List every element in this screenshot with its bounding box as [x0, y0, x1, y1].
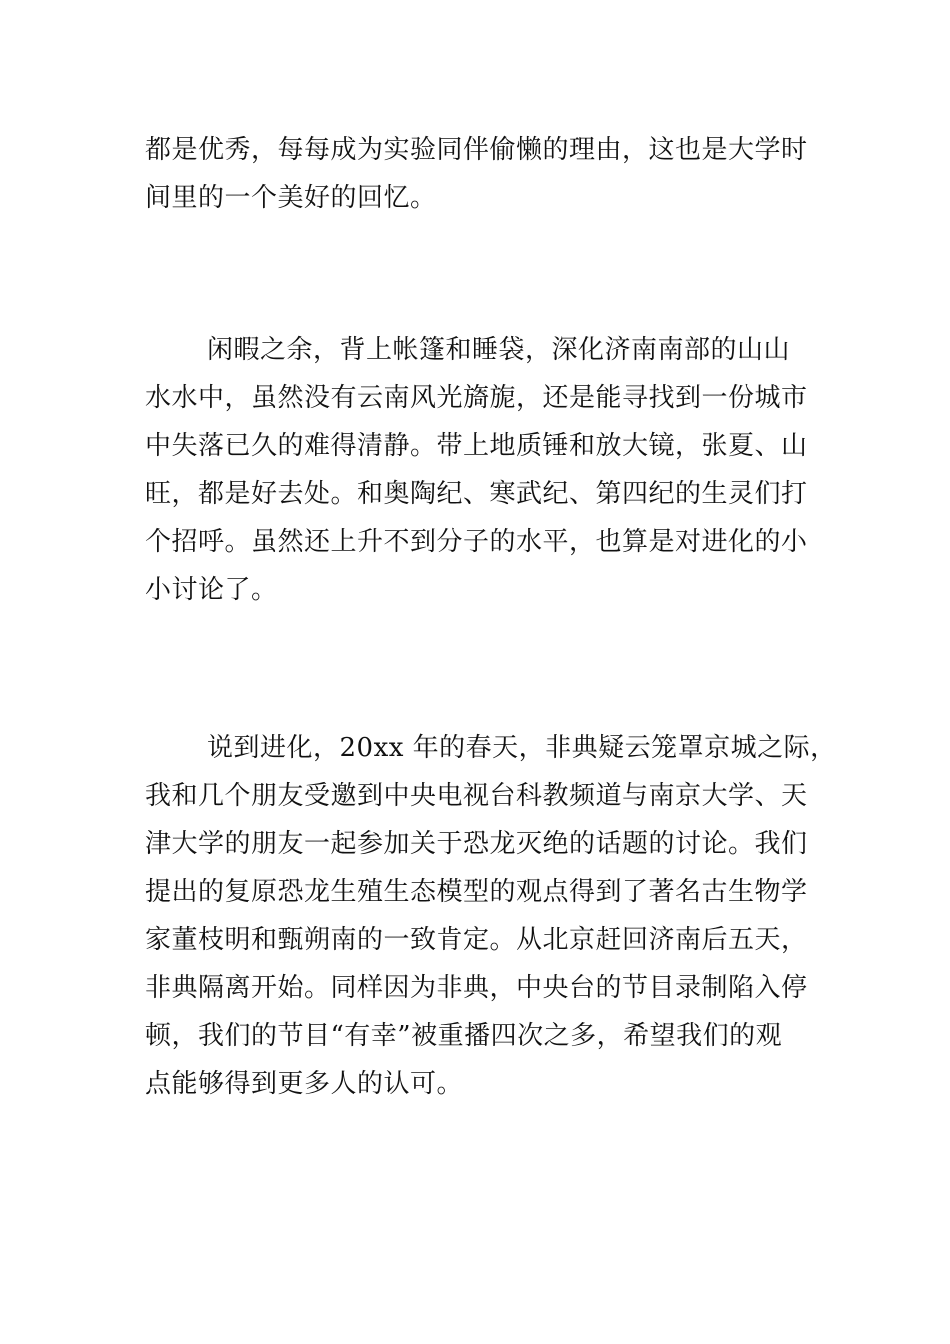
- text-line: 我和几个朋友受邀到中央电视台科教频道与南京大学、天: [145, 781, 808, 811]
- text-line: 说到进化，20xx 年的春天，非典疑云笼罩京城之际，: [207, 733, 837, 763]
- text-line: 非典隔离开始。同样因为非典，中央台的节目录制陷入停: [145, 973, 808, 1003]
- text-line: 家董枝明和甄朔南的一致肯定。从北京赶回济南后五天，: [145, 925, 808, 955]
- text-line: 都是优秀，每每成为实验同伴偷懒的理由，这也是大学时: [145, 135, 808, 165]
- text-line: 小讨论了。: [145, 575, 278, 605]
- text-line: 中失落已久的难得清静。带上地质锤和放大镜，张夏、山: [145, 431, 808, 461]
- text-line: 个招呼。虽然还上升不到分子的水平，也算是对进化的小: [145, 527, 808, 557]
- paragraph-3: [145, 724, 837, 1108]
- text-line: 点能够得到更多人的认可。: [145, 1069, 464, 1099]
- text-line: 津大学的朋友一起参加关于恐龙灭绝的话题的讨论。我们: [145, 829, 808, 859]
- text-line: 提出的复原恐龙生殖生态模型的观点得到了著名古生物学: [145, 877, 808, 907]
- text-line: 闲暇之余，背上帐篷和睡袋，深化济南南部的山山: [207, 335, 791, 365]
- text-line: 顿，我们的节目“有幸”被重播四次之多，希望我们的观: [145, 1021, 783, 1051]
- text-line: 间里的一个美好的回忆。: [145, 183, 437, 213]
- text-line: 水水中，虽然没有云南风光旖旎，还是能寻找到一份城市: [145, 383, 808, 413]
- text-line: 旺，都是好去处。和奥陶纪、寒武纪、第四纪的生灵们打: [145, 479, 808, 509]
- paragraph-2: [145, 326, 815, 614]
- paragraph-1: [145, 126, 815, 222]
